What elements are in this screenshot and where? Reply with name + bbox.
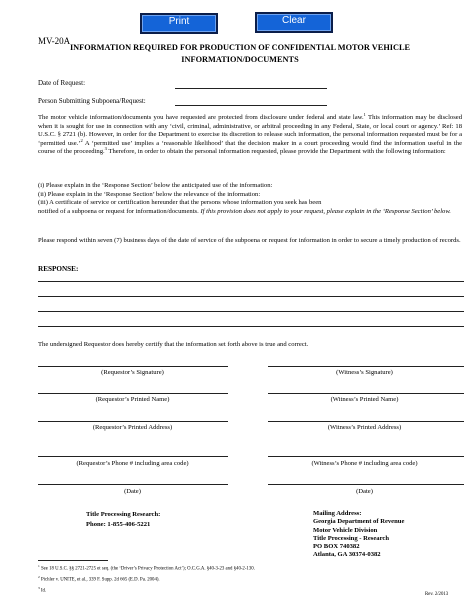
witness-date-line[interactable] [268,484,464,485]
footnote-divider [38,560,108,561]
response-line[interactable] [38,296,464,297]
page-title-line2: INFORMATION/DOCUMENTS [181,55,299,64]
research-phone: Phone: 1-855-406-5221 [86,521,151,528]
response-line[interactable] [38,326,464,327]
list-item-1: (i) Please explain in the ‘Response Section’ below the anticipated use of the information: [38,182,273,189]
requestor-name-label: (Requestor’s Printed Name) [95,396,170,403]
requestor-phone-label: (Requestor’s Phone # including area code) [76,460,189,467]
requestor-phone-line[interactable] [38,456,228,457]
footnote-3: $^3$ Id. [38,586,47,594]
requestor-signature-label: (Requestor’s Signature) [101,369,164,376]
witness-signature-line[interactable] [268,366,464,367]
date-of-request-field[interactable] [175,88,327,89]
witness-address-line[interactable] [268,421,464,422]
certify-statement: The undersigned Requestor does hereby certify that the information set forth above is true and correct. [38,341,309,348]
response-instructions: Please respond within seven (7) business days of the date of service of the subpoena or request for information in order to secure a timely production of records. [38,237,461,244]
revision-date: Rev. 2/2013 [425,592,449,597]
date-of-request-label: Date of Request: [38,79,86,87]
witness-phone-line[interactable] [268,456,464,457]
response-label: RESPONSE: [38,265,79,273]
clear-button[interactable]: Clear [255,12,333,33]
requestor-date-label: (Date) [124,488,141,495]
witness-name-line[interactable] [268,393,464,394]
requestor-name-line[interactable] [38,393,228,394]
list-item-3: (iii) A certificate of service or certification hereunder that the persons whose information you seek has been [38,199,322,206]
requestor-address-line[interactable] [38,421,228,422]
witness-signature-label: (Witness’s Signature) [336,369,393,376]
response-line[interactable] [38,311,464,312]
person-submitting-label: Person Submitting Subpoena/Request: [38,97,146,105]
intro-paragraph: The motor vehicle information/documents you have requested are protected from disclosure under federal and state law.$^1$ This information may be disclosed when it is sought for use in connection with any ‘civil, criminal, administrative, or arbitral proceeding in any Federal, State, or local court or agency.’ Ref: 18 U.S.C. § 2721 (b). However, in order for the Department to exercise its discretion to release such information, the personal information requested must be for a ‘permitted use.’$^2$ A ‘permitted use’ implies a ‘reasonable likelihood’ that the decision maker in a court proceeding would find the information useful in the course of the proceeding.$^3$ Therefore, in order to obtain the personal information requested, please provide the Department with the following information: [38,111,463,156]
response-line[interactable] [38,281,464,282]
list-item-3-cont: notified of a subpoena or request for information/documents. If this provision does not apply to your request, please explain in the ‘Response Section’ below. [38,208,451,215]
mailing-address-block: Mailing Address: Georgia Department of Revenue Motor Vehicle Division Title Processing - Research PO BOX 740382 Atlanta, GA 30374-0382 [313,510,405,559]
witness-phone-label: (Witness’s Phone # including area code) [311,460,418,467]
witness-name-label: (Witness’s Printed Name) [330,396,399,403]
list-item-2: (ii) Please explain in the ‘Response Section’ below the relevance of the information: [38,191,261,198]
requestor-address-label: (Requestor’s Printed Address) [92,424,173,431]
witness-address-label: (Witness’s Printed Address) [327,424,402,431]
requestor-date-line[interactable] [38,484,228,485]
page-title-line1: INFORMATION REQUIRED FOR PRODUCTION OF CONFIDENTIAL MOTOR VEHICLE [69,43,411,52]
witness-date-label: (Date) [356,488,373,495]
person-submitting-field[interactable] [175,105,327,106]
footnote-1: $^1$ See 18 U.S.C. §§ 2721-2725 et seq. (the ‘Driver’s Privacy Protection Act’); O.C.G.A. §40-3-23 and §40-2-130. [38,564,255,572]
requestor-signature-line[interactable] [38,366,228,367]
form-id: MV-20A [38,36,71,46]
print-button[interactable]: Print [140,13,218,34]
footnote-2: $^2$ Pichler v. UNITE, et al., 339 F. Supp. 2d 665 (E.D. Pa. 2004). [38,575,160,583]
research-title: Title Processing Research: [86,511,161,518]
